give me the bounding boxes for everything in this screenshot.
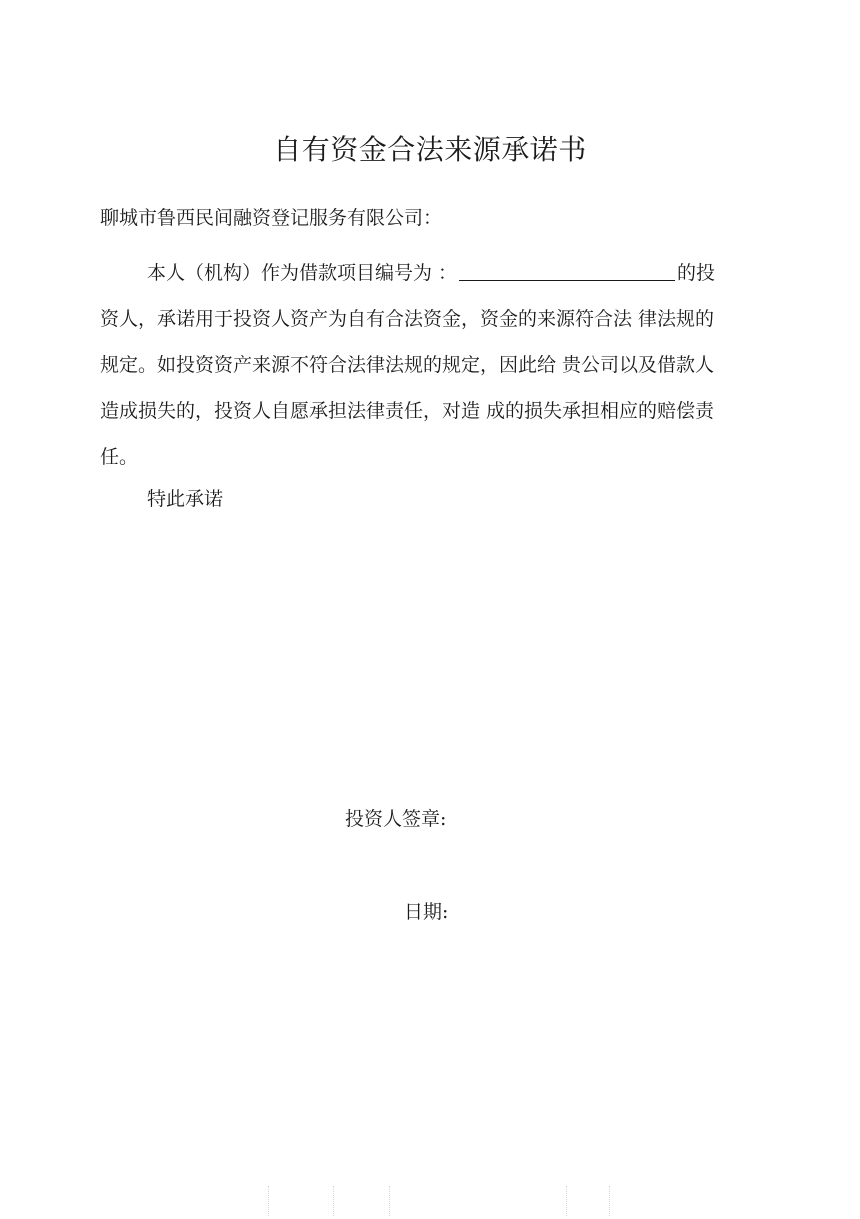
footer-dot-mark [268, 1186, 270, 1216]
footer-dot-mark [389, 1186, 391, 1216]
project-number-blank [459, 260, 675, 281]
page-title: 自有资金合法来源承诺书 [273, 133, 587, 166]
paragraph-line-5: 任。 [100, 446, 139, 468]
commitment-paragraph [100, 250, 756, 480]
date-label: 日期: [404, 901, 449, 923]
signature-label: 投资人签章: [345, 808, 447, 830]
addressee: 聊城市鲁西民间融资登记服务有限公司： [100, 207, 443, 229]
paragraph-line-4: 造成损失的，投资人自愿承担法律责任，对造 成的损失承担相应的赔偿责 [100, 400, 715, 422]
closing-statement: 特此承诺 [147, 488, 224, 510]
paragraph-line-3: 规定。如投资资产来源不符合法律法规的规定，因此给 贵公司以及借款人 [100, 354, 715, 376]
project-number-label: 本人（机构）作为借款项目编号为 ： [147, 262, 458, 284]
footer-dot-mark [333, 1186, 335, 1216]
paragraph-line-1 [100, 250, 756, 296]
paragraph-line-1-tail: 的投 [677, 262, 716, 284]
paragraph-line-2: 资人，承诺用于投资人资产为自有合法资金，资金的来源符合法 律法规的 [100, 308, 715, 330]
footer-artifacts [0, 1186, 860, 1216]
footer-dot-mark [609, 1186, 611, 1216]
footer-dot-mark [566, 1186, 568, 1216]
